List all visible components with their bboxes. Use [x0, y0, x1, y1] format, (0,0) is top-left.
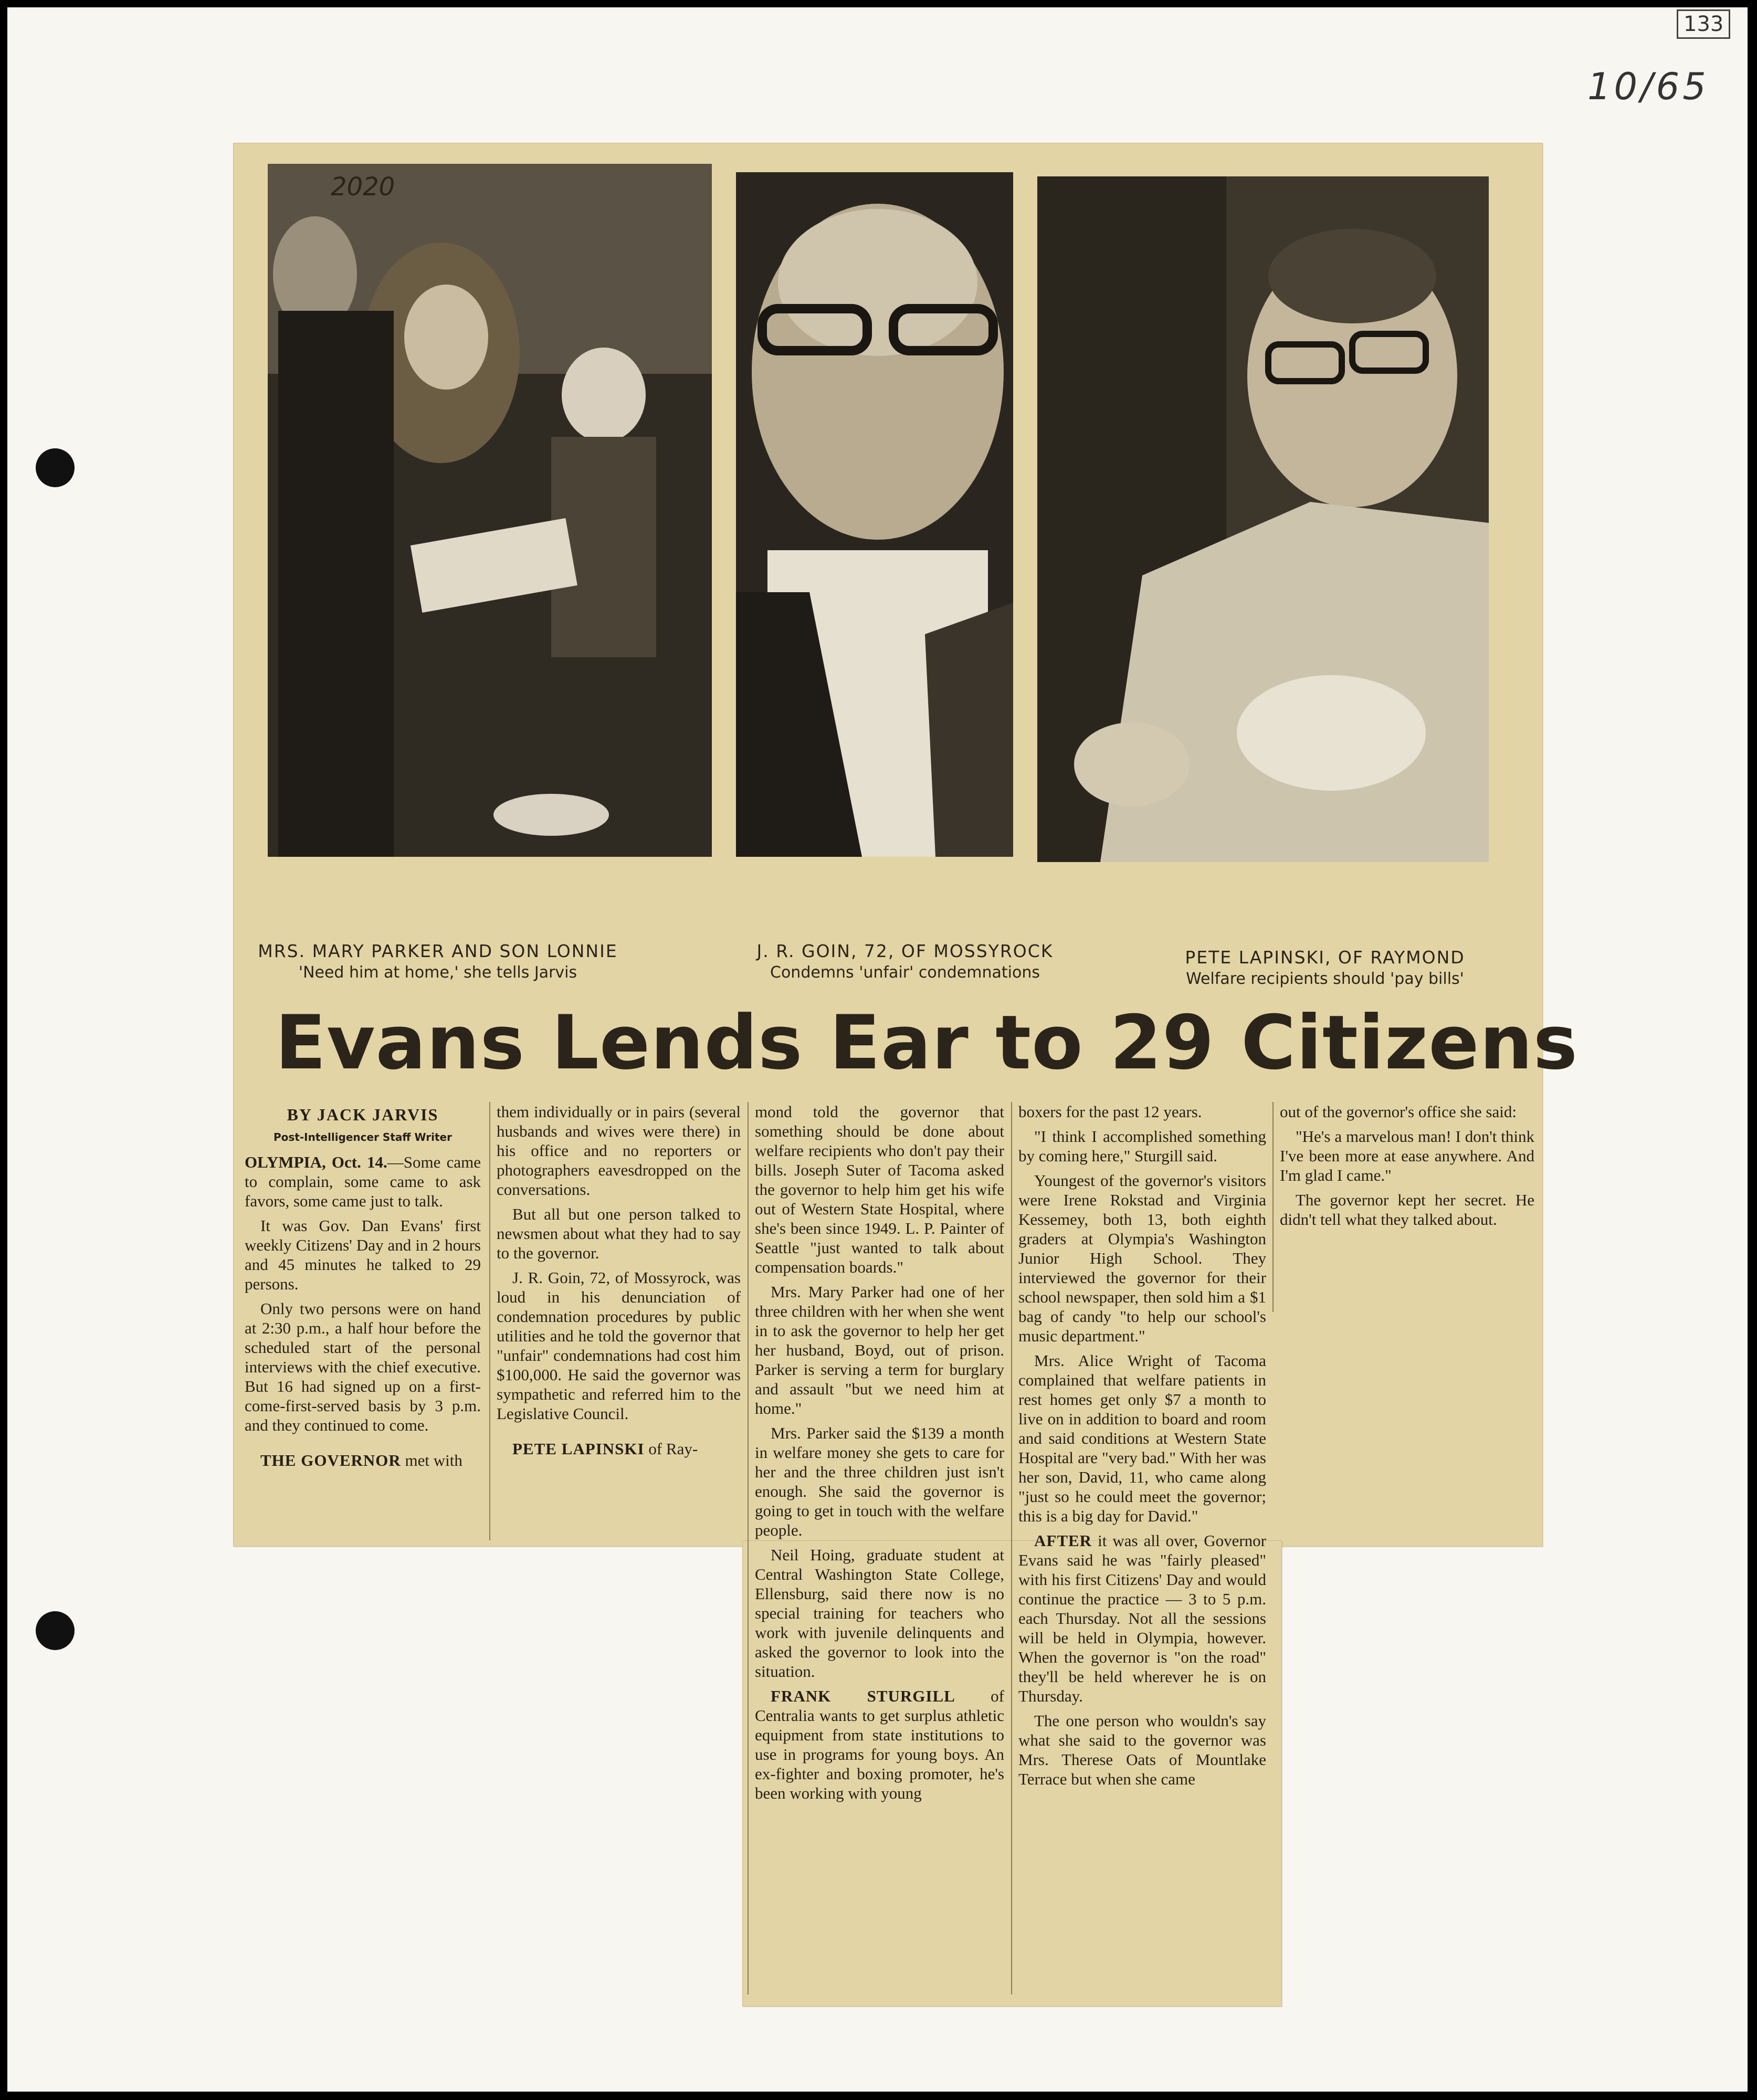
paragraph: FRANK STURGILL of Centralia wants to get surplus athletic equipment from state institutions to use in programs for young boys. An ex-fighter and boxing promoter, he's been working with young — [755, 1687, 1005, 1802]
paragraph: Mrs. Parker said the $139 a month in welfare money she gets to care for her and the three children just isn't enough. She said the governor is going to get in touch with the welfare people. — [755, 1424, 1004, 1539]
article-column-5 — [1280, 1102, 1534, 1234]
article-column-2 — [497, 1102, 741, 1464]
handwritten-date: 10/65 — [1587, 65, 1709, 108]
subhead: AFTER — [1034, 1531, 1092, 1550]
binder-hole-top — [36, 448, 75, 487]
photo-mark: 2020 — [331, 172, 395, 202]
column-rule — [1011, 1102, 1012, 1994]
photo-mary-parker-image — [268, 164, 712, 857]
caption-mary-parker-quote: 'Need him at home,' she tells Jarvis — [298, 963, 577, 982]
paragraph: OLYMPIA, Oct. 14.—Some came to complain, some came to ask favors, some came just to talk. — [245, 1153, 481, 1210]
caption-jr-goin-quote: Condemns 'unfair' condemnations — [770, 963, 1040, 982]
caption-pete-lapinski — [1141, 947, 1509, 988]
column-rule — [748, 1102, 749, 1994]
paragraph: "He's a marvelous man! I don't think I've been more at ease anywhere. And I'm glad I came." — [1280, 1127, 1534, 1184]
caption-mary-parker — [238, 941, 637, 982]
paragraph: J. R. Goin, 72, of Mossyrock, was loud in his denunciation of condemnation procedures by public utilities and he told the governor that "unfair" condemnations had cost him $100,000. He said the governor was sympathetic and referred him to the Legislative Council. — [497, 1268, 741, 1423]
dateline: OLYMPIA, Oct. 14. — [245, 1153, 387, 1171]
caption-pete-lapinski-quote: Welfare recipients should 'pay bills' — [1186, 970, 1464, 988]
caption-pete-lapinski-name: PETE LAPINSKI, OF RAYMOND — [1185, 947, 1465, 968]
byline: BY JACK JARVIS — [287, 1105, 439, 1124]
subhead: PETE LAPINSKI — [512, 1440, 645, 1458]
photo-mary-parker — [268, 164, 712, 857]
column-rule — [1272, 1102, 1274, 1312]
paragraph: out of the governor's office she said: — [1280, 1102, 1517, 1121]
paragraph: Youngest of the governor's visitors were Irene Rokstad and Virginia Kessemey, both 13, both eighth graders at Olympia's Washington Junior High School. They interviewed the governor for their school newspaper, then sold him a $1 bag of candy "to help our school's music department." — [1018, 1171, 1266, 1345]
photo-pete-lapinski-image — [1037, 176, 1489, 862]
subhead: FRANK STURGILL — [771, 1687, 955, 1705]
photo-jr-goin — [736, 172, 1013, 857]
paragraph: mond told the governor that something should be done about welfare recipients who don't pay their bills. Joseph Suter of Tacoma asked the governor to help him get his wife out of Western State Hospital, where she's been since 1949. L. P. Painter of Seattle "just wanted to talk about compensation boards." — [755, 1102, 1004, 1276]
paragraph: It was Gov. Dan Evans' first weekly Citizens' Day and in 2 hours and 45 minutes he talked to 29 persons. — [245, 1216, 481, 1293]
paragraph: AFTER it was all over, Governor Evans said he was "fairly pleased" with his first Citizens' Day and would continue the practice — 3 to 5 p.m. each Thursday. Not all the sessions will be held in Olympia, however. When the governor is "on the road" they'll be held wherever he is on Thursday. — [1018, 1531, 1266, 1705]
archive-box-number: 133 — [1677, 9, 1730, 39]
paragraph: Neil Hoing, graduate student at Central Washington State College, Ellensburg, said there now is no special training for teachers who work with juvenile delinquents and asked the governor to look into the situation. — [755, 1546, 1004, 1681]
paragraph: PETE LAPINSKI of Ray- — [512, 1440, 698, 1458]
byline-title: Post-Intelligencer Staff Writer — [273, 1131, 452, 1143]
caption-jr-goin — [706, 941, 1104, 982]
binder-hole-bottom — [36, 1611, 75, 1650]
paragraph: Mrs. Alice Wright of Tacoma complained that welfare patients in rest homes get only $7 a month to live on in addition to board and room and said conditions at Western State Hospital are "very bad." With her was her son, David, 11, who came along "just so he could meet the governor; this is a big day for David." — [1018, 1351, 1266, 1525]
caption-jr-goin-name: J. R. GOIN, 72, OF MOSSYROCK — [756, 941, 1054, 961]
article-column-1 — [245, 1102, 481, 1475]
headline: Evans Lends Ear to 29 Citizens — [275, 1000, 1579, 1086]
caption-mary-parker-name: MRS. MARY PARKER AND SON LONNIE — [258, 941, 618, 961]
paragraph: Only two persons were on hand at 2:30 p.m., a half hour before the scheduled start of the personal interviews with the chief executive. But 16 had signed up on a first-come-first-served basis by 3 p.m. and they continued to come. — [245, 1299, 481, 1434]
subhead: THE GOVERNOR — [260, 1451, 401, 1469]
paragraph: "I think I accomplished something by coming here," Sturgill said. — [1018, 1127, 1266, 1165]
paragraph: The governor kept her secret. He didn't tell what they talked about. — [1280, 1191, 1534, 1228]
paragraph: The one person who wouldn's say what she said to the governor was Mrs. Therese Oats of Mountlake Terrace but when she came — [1018, 1712, 1266, 1788]
paragraph: them individually or in pairs (several husbands and wives were there) in his office and no reporters or photographers eavesdropped on the conversations. — [497, 1102, 741, 1199]
photo-jr-goin-image — [736, 172, 1013, 857]
scrapbook-page — [7, 7, 1748, 2092]
paragraph: Mrs. Mary Parker had one of her three children with her when she went in to ask the governor to help her get her husband, Boyd, out of prison. Parker is serving a term for burglary and assault "but we need him at home." — [755, 1283, 1004, 1418]
article-column-3 — [755, 1102, 1004, 1808]
paragraph: But all but one person talked to newsmen about what they had to say to the governor. — [497, 1205, 741, 1262]
photo-pete-lapinski — [1037, 176, 1489, 862]
column-rule — [489, 1102, 490, 1540]
article-column-4 — [1018, 1102, 1266, 1794]
paragraph: boxers for the past 12 years. — [1018, 1102, 1202, 1121]
paragraph: THE GOVERNOR met with — [260, 1451, 462, 1469]
